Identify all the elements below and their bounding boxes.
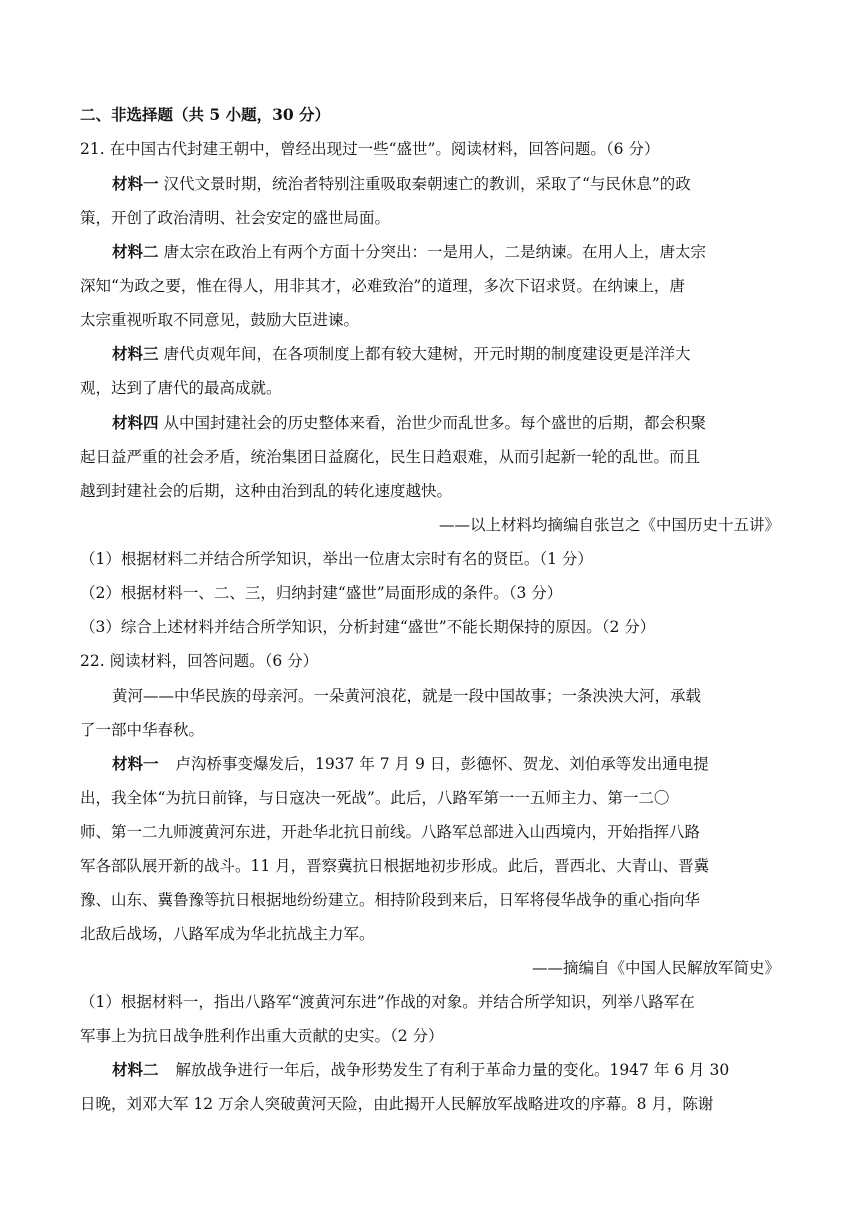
q22-material-1-line-2: 出，我全体“为抗日前锋，与日寇决一死战”。此后，八路军第一一五师主力、第一二〇: [80, 789, 670, 807]
q21-source-citation: ——以上材料均摘编自张岂之《中国历史十五讲》: [438, 516, 780, 534]
q21-material-2-line-3: 太宗重视听取不同意见，鼓励大臣进谏。: [80, 311, 360, 329]
q22-intro-line-2: 了一部中华春秋。: [80, 721, 205, 739]
q21-material-3-line-2: 观，达到了唐代的最高成就。: [80, 379, 282, 397]
q21-material-1-line-1: [80, 174, 780, 194]
q21-material-4-line-1: [80, 413, 780, 433]
q21-material-2-line-1: [80, 242, 780, 262]
q21-subquestion-1: （1）根据材料二并结合所学知识，举出一位唐太宗时有名的贤臣。（1 分）: [80, 550, 593, 568]
q22-material-2-label: 材料二: [112, 1060, 159, 1079]
q21-material-4-text: 从中国封建社会的历史整体来看，治世少而乱世多。每个盛世的后期，都会积聚: [163, 414, 706, 432]
q22-intro-line-1: [80, 686, 780, 706]
q21-material-3-label: 材料三: [112, 344, 159, 363]
q22-material-1-line-5: 豫、山东、冀鲁豫等抗日根据地纷纷建立。相持阶段到来后，日军将侵华战争的重心指向华: [80, 891, 701, 909]
q21-material-1-label: 材料一: [112, 174, 159, 193]
section-heading: 二、非选择题（共 5 小题，30 分）: [80, 105, 331, 124]
q21-material-1-text: 汉代文景时期，统治者特别注重吸取秦朝速亡的教训，采取了“与民休息”的政: [163, 175, 691, 193]
q21-material-1-line-2: 策，开创了政治清明、社会安定的盛世局面。: [80, 209, 391, 227]
q22-material-1-line-4: 军各部队展开新的战斗。11 月，晋察冀抗日根据地初步形成。此后，晋西北、大青山、晋冀: [80, 857, 710, 875]
q21-material-2-label: 材料二: [112, 242, 159, 261]
q21-material-2-text: 唐太宗在政治上有两个方面十分突出：一是用人，二是纳谏。在用人上，唐太宗: [163, 243, 706, 261]
q22-intro-text: 黄河——中华民族的母亲河。一朵黄河浪花，就是一段中国故事；一条泱泱大河，承载: [112, 687, 702, 705]
q22-material-1-line-3: 师、第一二九师渡黄河东进，开赴华北抗日前线。八路军总部进入山西境内，开始指挥八路: [80, 823, 701, 841]
q22-subquestion-1-line-1: （1）根据材料一，指出八路军“渡黄河东进”作战的对象。并结合所学知识，列举八路军在: [80, 993, 695, 1011]
q22-material-1-line-1: [80, 754, 780, 774]
q22-source-citation: ——摘编自《中国人民解放军简史》: [531, 959, 780, 977]
q21-material-3-line-1: [80, 344, 780, 364]
q22-material-2-text: 解放战争进行一年后，战争形势发生了有利于革命力量的变化。1947 年 6 月 30: [175, 1061, 730, 1079]
q22-material-1-label: 材料一: [112, 754, 159, 773]
q22-stem: 22. 阅读材料，回答问题。（6 分）: [80, 652, 319, 670]
q22-material-1-text: 卢沟桥事变爆发后，1937 年 7 月 9 日，彭德怀、贺龙、刘伯承等发出通电提: [175, 755, 709, 773]
q21-material-4-line-2: 起日益严重的社会矛盾，统治集团日益腐化，民生日趋艰难，从而引起新一轮的乱世。而且: [80, 448, 701, 466]
q21-stem: 21. 在中国古代封建王朝中，曾经出现过一些“盛世”。阅读材料，回答问题。（6 分）: [80, 140, 660, 158]
q21-material-4-line-3: 越到封建社会的后期，这种由治到乱的转化速度越快。: [80, 482, 453, 500]
q22-material-2-line-1: [80, 1060, 780, 1080]
q21-subquestion-2: （2）根据材料一、二、三，归纳封建“盛世”局面形成的条件。（3 分）: [80, 584, 563, 602]
q21-material-2-line-2: 深知“为政之要，惟在得人，用非其才，必难致治”的道理，多次下诏求贤。在纳谏上，唐: [80, 277, 685, 295]
q21-material-3-text: 唐代贞观年间，在各项制度上都有较大建树，开元时期的制度建设更是洋洋大: [163, 345, 691, 363]
q22-material-2-line-2: 日晚，刘邓大军 12 万余人突破黄河天险，由此揭开人民解放军战略进攻的序幕。8 月，陈谢: [80, 1095, 714, 1113]
q22-subquestion-1-line-2: 军事上为抗日战争胜利作出重大贡献的史实。（2 分）: [80, 1027, 444, 1045]
q21-material-4-label: 材料四: [112, 413, 159, 432]
q22-material-1-line-6: 北敌后战场，八路军成为华北抗战主力军。: [80, 925, 375, 943]
q21-subquestion-3: （3）综合上述材料并结合所学知识，分析封建“盛世”不能长期保持的原因。（2 分）: [80, 618, 656, 636]
